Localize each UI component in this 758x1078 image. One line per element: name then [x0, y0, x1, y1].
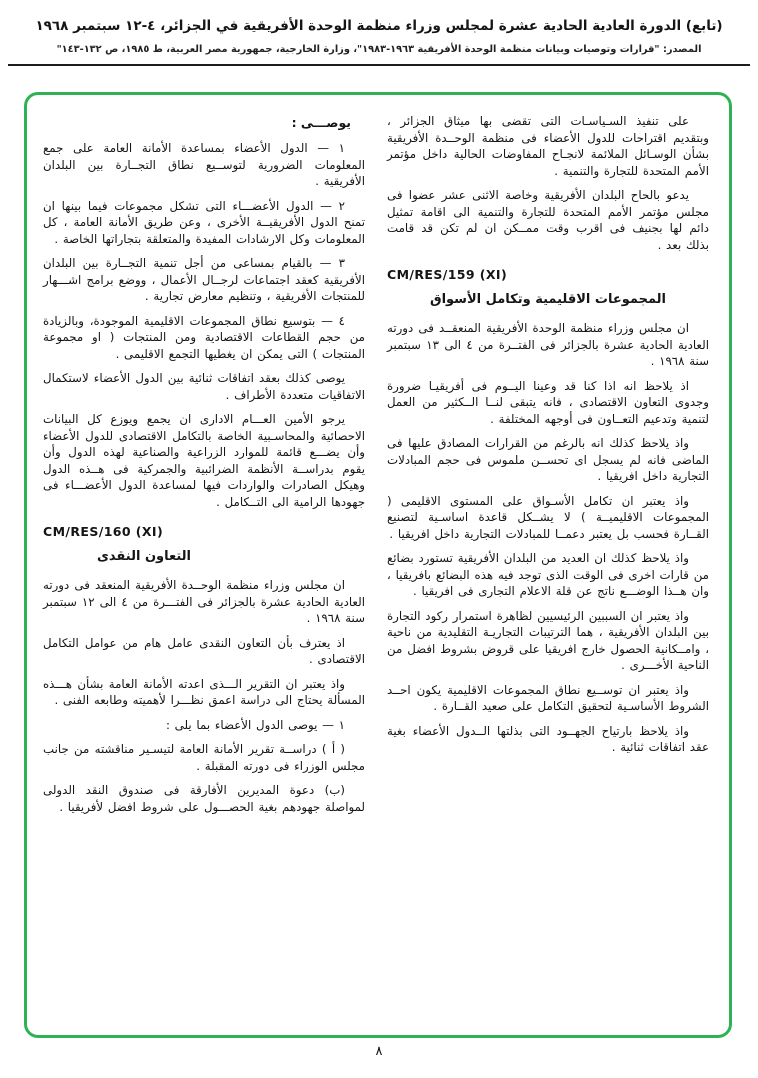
page-number: ٨	[375, 1044, 383, 1059]
paragraph: على تنفيذ السـياسـات التى تقضى بها ميثاق الجزائر ، وبتقديم اقتراحات للدول الأعضاء فى منظمة الوحــدة الأفريقية بشأن الوسـائل الملائمة لانجـاح المفاوضات الحالية داخل مؤتمر الأمم المتحدة للتجارة والتنمية .	[387, 114, 709, 178]
paragraph: اذ يلاحظ انه اذا كنا قد وعينا اليــوم فى أفريقيـا ضرورة وجدوى التعاون الاقتصادى ، فانه يتبقى لنــا الــكثير من العمل لتنمية وتدعيم التعــاون فى أوجهه المختلفة .	[387, 378, 709, 426]
numbered-item: ٣ — بالقيام بمساعى من أجل تنمية التجــارة بين البلدان الأفريقية كعقد اجتماعات لرجــال الأعمال ، ووضع برامج اشـــهار للمنتجات الأفريقية ، وتنظيم معارض تجارية .	[43, 256, 365, 304]
numbered-item: ٤ — بتوسيع نطاق المجموعات الاقليمية الموجودة، وبالزيادة من حجم القطاعات الاقتصادية ومن المنتجات ( او مجموعة المنتجات ) التى يمكن ان يغطيها التجمع الاقليمى .	[43, 313, 365, 361]
sub-item: (ب) دعوة المديرين الأفارقة فى صندوق النقد الدولى لمواصلة جهودهم بغية الحصـــول على شروط افضل لأفريقيا .	[43, 783, 365, 814]
recommend-heading: يوصـــى :	[291, 115, 351, 130]
content-border-box	[24, 92, 732, 1038]
page-header	[0, 0, 758, 66]
sub-item: ( أ ) دراســة تقرير الأمانة العامة لتيسـير مناقشته من جانب مجلس الوزراء فى دورته المقبلة .	[43, 742, 365, 773]
resolution-number-159: CM/RES/159 (XI)	[387, 267, 508, 283]
paragraph: يوصى كذلك بعقد اتفاقات ثنائية بين الدول الأعضاء لاستكمال الاتفاقيات متعددة الأطراف .	[43, 371, 365, 402]
recommend-line: ١ — يوصى الدول الأعضاء بما يلى :	[165, 717, 345, 732]
numbered-item: ١ — الدول الأعضاء بمساعدة الأمانة العامة على جمع المعلومات الضرورية لتوســيع نطاق التجــارة بين البلدان الأفريقية .	[43, 141, 365, 189]
source-line: المصدر: "قرارات وتوصيات وبيانات منظمة الوحدة الأفريقية ١٩٦٣-١٩٨٣"، وزارة الخارجية، جمهورية مصر العربية، ط ١٩٨٥، ص ١٣٢-١٤٣"	[56, 44, 702, 56]
paragraph: واذ يلاحظ كذلك ان العديد من البلدان الأفريقية تستورد بضائع من قارات اخرى فى الوقت الذى توجد فيه هذه البضائع بافريقيا ، وان هــذا الوضـــع ناتج عن قلة الاعلام التجارى فى افريقيا .	[387, 551, 709, 599]
paragraph: واذ يعتبر ان السببين الرئيسيين لظاهرة استمرار ركود التجارة بين البلدان الأفريقية ، هما الترتيبات التجاريـة التقليدية من ناحية ، وامــكانية الحصول خارج افريقيا على قروض بشروط افضل من الناحية الأخـــرى .	[387, 608, 709, 673]
section-title-regional-groups: المجموعات الاقليمية وتكامل الأسواق	[429, 292, 667, 308]
document-title: (تابع) الدورة العادية الحادية عشرة لمجلس وزراء منظمة الوحدة الأفريقية في الجزائر، ٤-١٢ سبتمبر ١٩٦٨	[35, 18, 723, 34]
column-right	[387, 113, 709, 1021]
paragraph: يدعو بالحاح البلدان الأفريقية وخاصة الاثنى عشر عضوا فى مجلس مؤتمر الأمم المتحدة للتجارة والتنمية الى اقامة تمثيل دائم لها بجنيف فى اقرب وقت ممــكن ان لم تكن قد قامت بذلك بعد .	[387, 188, 709, 252]
paragraph: واذ يلاحظ بارتياح الجهــود التى بذلتها الــدول الأعضاء بغية عقد اتفاقات ثنائية .	[387, 723, 709, 755]
header-divider	[8, 64, 750, 66]
paragraph: واذ يعتبر ان التقرير الـــذى اعدته الأمانة العامة بشأن هـــذه المسألة يحتاج الى دراسة اعمق نظـــرا لأهميته وطابعه الفنى .	[43, 676, 365, 708]
two-column-layout	[43, 113, 709, 1021]
column-left	[43, 113, 365, 1021]
section-title-monetary-cooperation: التعاون النقدى	[97, 549, 191, 565]
paragraph: ان مجلس وزراء منظمة الوحــدة الأفريقية المنعقد فى دورته العادية الحادية عشرة بالجزائر فى الفتـــرة من ٤ الى ١٢ سبتمبر سنة ١٩٦٨ .	[43, 578, 365, 626]
paragraph: واذ يلاحظ كذلك انه بالرغم من القرارات المصادق عليها فى الماضى فانه لم يسجل اى تحســن ملموس فى حجم المبادلات التجارية داخل افريقيا .	[387, 436, 709, 484]
paragraph: واذ يعتبر ان توســيع نطاق المجموعات الاقليمية يكون احــد الشروط الأساسـية لتحقيق التكامل على صعيد القــارة .	[387, 682, 709, 714]
paragraph: واذ يعتبر ان تكامل الأسـواق على المستوى الاقليمى ( المجموعات الاقليميــة ) لا يشــكل قاعدة اساسـية لتصنيع القــارة فحسب بل يعتبر دعمــا للمبادلات التجارية داخل افريقيا .	[387, 493, 709, 541]
resolution-number-160: CM/RES/160 (XI)	[43, 524, 164, 540]
numbered-item: ٢ — الدول الأعضـــاء التى تشكل مجموعات فيما بينها ان تمنح الدول الأفريقيــة الأخرى ، وعن طريق الأمانة العامة ، كل المعلومات وكل الارشادات المفيدة والمتعلقة بتجاراتها الخاصة .	[43, 198, 365, 246]
paragraph: اذ يعترف بأن التعاون النقدى عامل هام من عوامل التكامل الاقتصادى .	[43, 635, 365, 667]
paragraph: يرجو الأمين العـــام الادارى ان يجمع ويوزع كل البيانات الاحصائية والمحاسـبية الخاصة بالتكامل الاقتصادى للدول الأعضاء وأن يضـــع قائمة للموارد الزراعية والصناعية لهذه الدول وأن يقوم بدراســة الأنظمة الضرائبية والجمركية فى هــذه الدول وهيكل الصادرات والواردات فيها لمساعدة الدول الأعضـــاء فى جهودها الرامية الى التــكامل .	[43, 412, 365, 509]
paragraph: ان مجلس وزراء منظمة الوحدة الأفريقية المنعقــد فى دورته العادية الحادية عشرة بالجزائر فى الفتــرة من ٤ الى ١٣ سبتمبر سنة ١٩٦٨ .	[387, 321, 709, 369]
